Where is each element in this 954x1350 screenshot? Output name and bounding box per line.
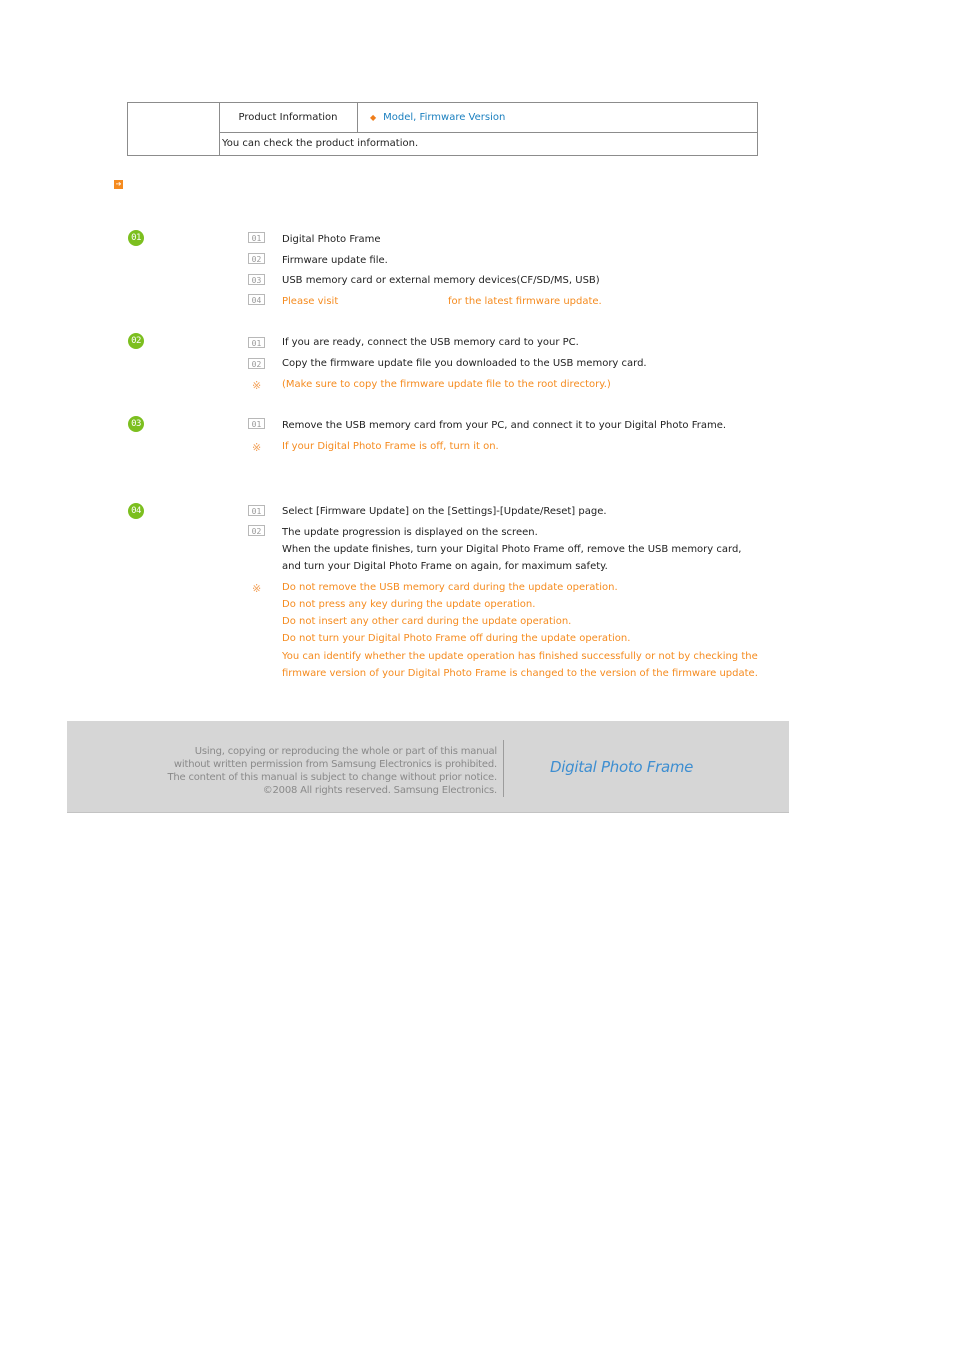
step4-note-line6: firmware version of your Digital Photo Frame is changed to the version of the firmware update. — [282, 668, 758, 679]
item-number: 01 — [248, 505, 265, 516]
note-mark-icon: ※ — [252, 441, 262, 454]
item-number: 01 — [248, 232, 265, 243]
step1-item2: Firmware update file. — [282, 255, 388, 266]
copyright-line: ©2008 All rights reserved. Samsung Electronics. — [262, 785, 497, 796]
step4-item2-line2: When the update finishes, turn your Digital Photo Frame off, remove the USB memory card, — [282, 544, 742, 555]
step2-note: (Make sure to copy the firmware update file to the root directory.) — [282, 379, 611, 390]
item-number: 02 — [248, 525, 265, 536]
product-info-value-link[interactable]: Model, Firmware Version — [383, 112, 506, 123]
brand-logo: Digital Photo Frame — [550, 758, 694, 776]
step4-item2-line1: The update progression is displayed on the screen. — [282, 527, 538, 538]
step3-item1: Remove the USB memory card from your PC, and connect it to your Digital Photo Frame. — [282, 420, 727, 431]
footer-divider — [503, 740, 504, 797]
step1-item3: USB memory card or external memory devices(CF/SD/MS, USB) — [282, 275, 600, 286]
copyright-notice — [167, 745, 497, 797]
step1-item1: Digital Photo Frame — [282, 234, 381, 245]
item-number: 04 — [248, 294, 265, 305]
step1-item4-a: Please visit — [282, 296, 339, 307]
step2-item1: If you are ready, connect the USB memory card to your PC. — [282, 337, 579, 348]
step4-note-line1: Do not remove the USB memory card during the update operation. — [282, 582, 618, 593]
note-mark-icon: ※ — [252, 582, 262, 595]
step-badge-1: 01 — [128, 230, 144, 246]
step4-note-line4: Do not turn your Digital Photo Frame off during the update operation. — [282, 633, 631, 644]
step4-note-line3: Do not insert any other card during the update operation. — [282, 616, 572, 627]
step-badge-2: 02 — [128, 333, 144, 349]
table-empty-cell — [128, 103, 220, 155]
item-number: 03 — [248, 274, 265, 285]
item-number: 01 — [248, 418, 265, 429]
step1-item4-b: for the latest firmware update. — [448, 296, 602, 307]
item-number: 01 — [248, 337, 265, 348]
step2-item2: Copy the firmware update file you downloaded to the USB memory card. — [282, 358, 647, 369]
page-footer — [67, 721, 789, 813]
step4-note-line5: You can identify whether the update operation has finished successfully or not by checking the — [282, 651, 758, 662]
product-info-description: You can check the product information. — [222, 138, 419, 149]
step-badge-3: 03 — [128, 416, 144, 432]
diamond-bullet-icon: ◆ — [370, 113, 377, 122]
item-number: 02 — [248, 358, 265, 369]
product-info-value-cell — [358, 103, 757, 133]
product-info-table — [127, 102, 758, 156]
copyright-line: without written permission from Samsung Electronics is prohibited. — [173, 759, 497, 770]
product-info-label: Product Information — [219, 103, 358, 133]
step3-note: If your Digital Photo Frame is off, turn it on. — [282, 441, 499, 452]
step-badge-4: 04 — [128, 503, 144, 519]
copyright-line: Using, copying or reproducing the whole or part of this manual — [194, 746, 497, 757]
note-mark-icon: ※ — [252, 379, 262, 392]
step4-item2-line3: and turn your Digital Photo Frame on again, for maximum safety. — [282, 561, 608, 572]
item-number: 02 — [248, 253, 265, 264]
copyright-line: The content of this manual is subject to change without prior notice. — [167, 772, 497, 783]
step4-item1: Select [Firmware Update] on the [Settings]-[Update/Reset] page. — [282, 506, 607, 517]
step4-note-line2: Do not press any key during the update operation. — [282, 599, 536, 610]
arrow-right-icon: ➔ — [115, 180, 122, 188]
